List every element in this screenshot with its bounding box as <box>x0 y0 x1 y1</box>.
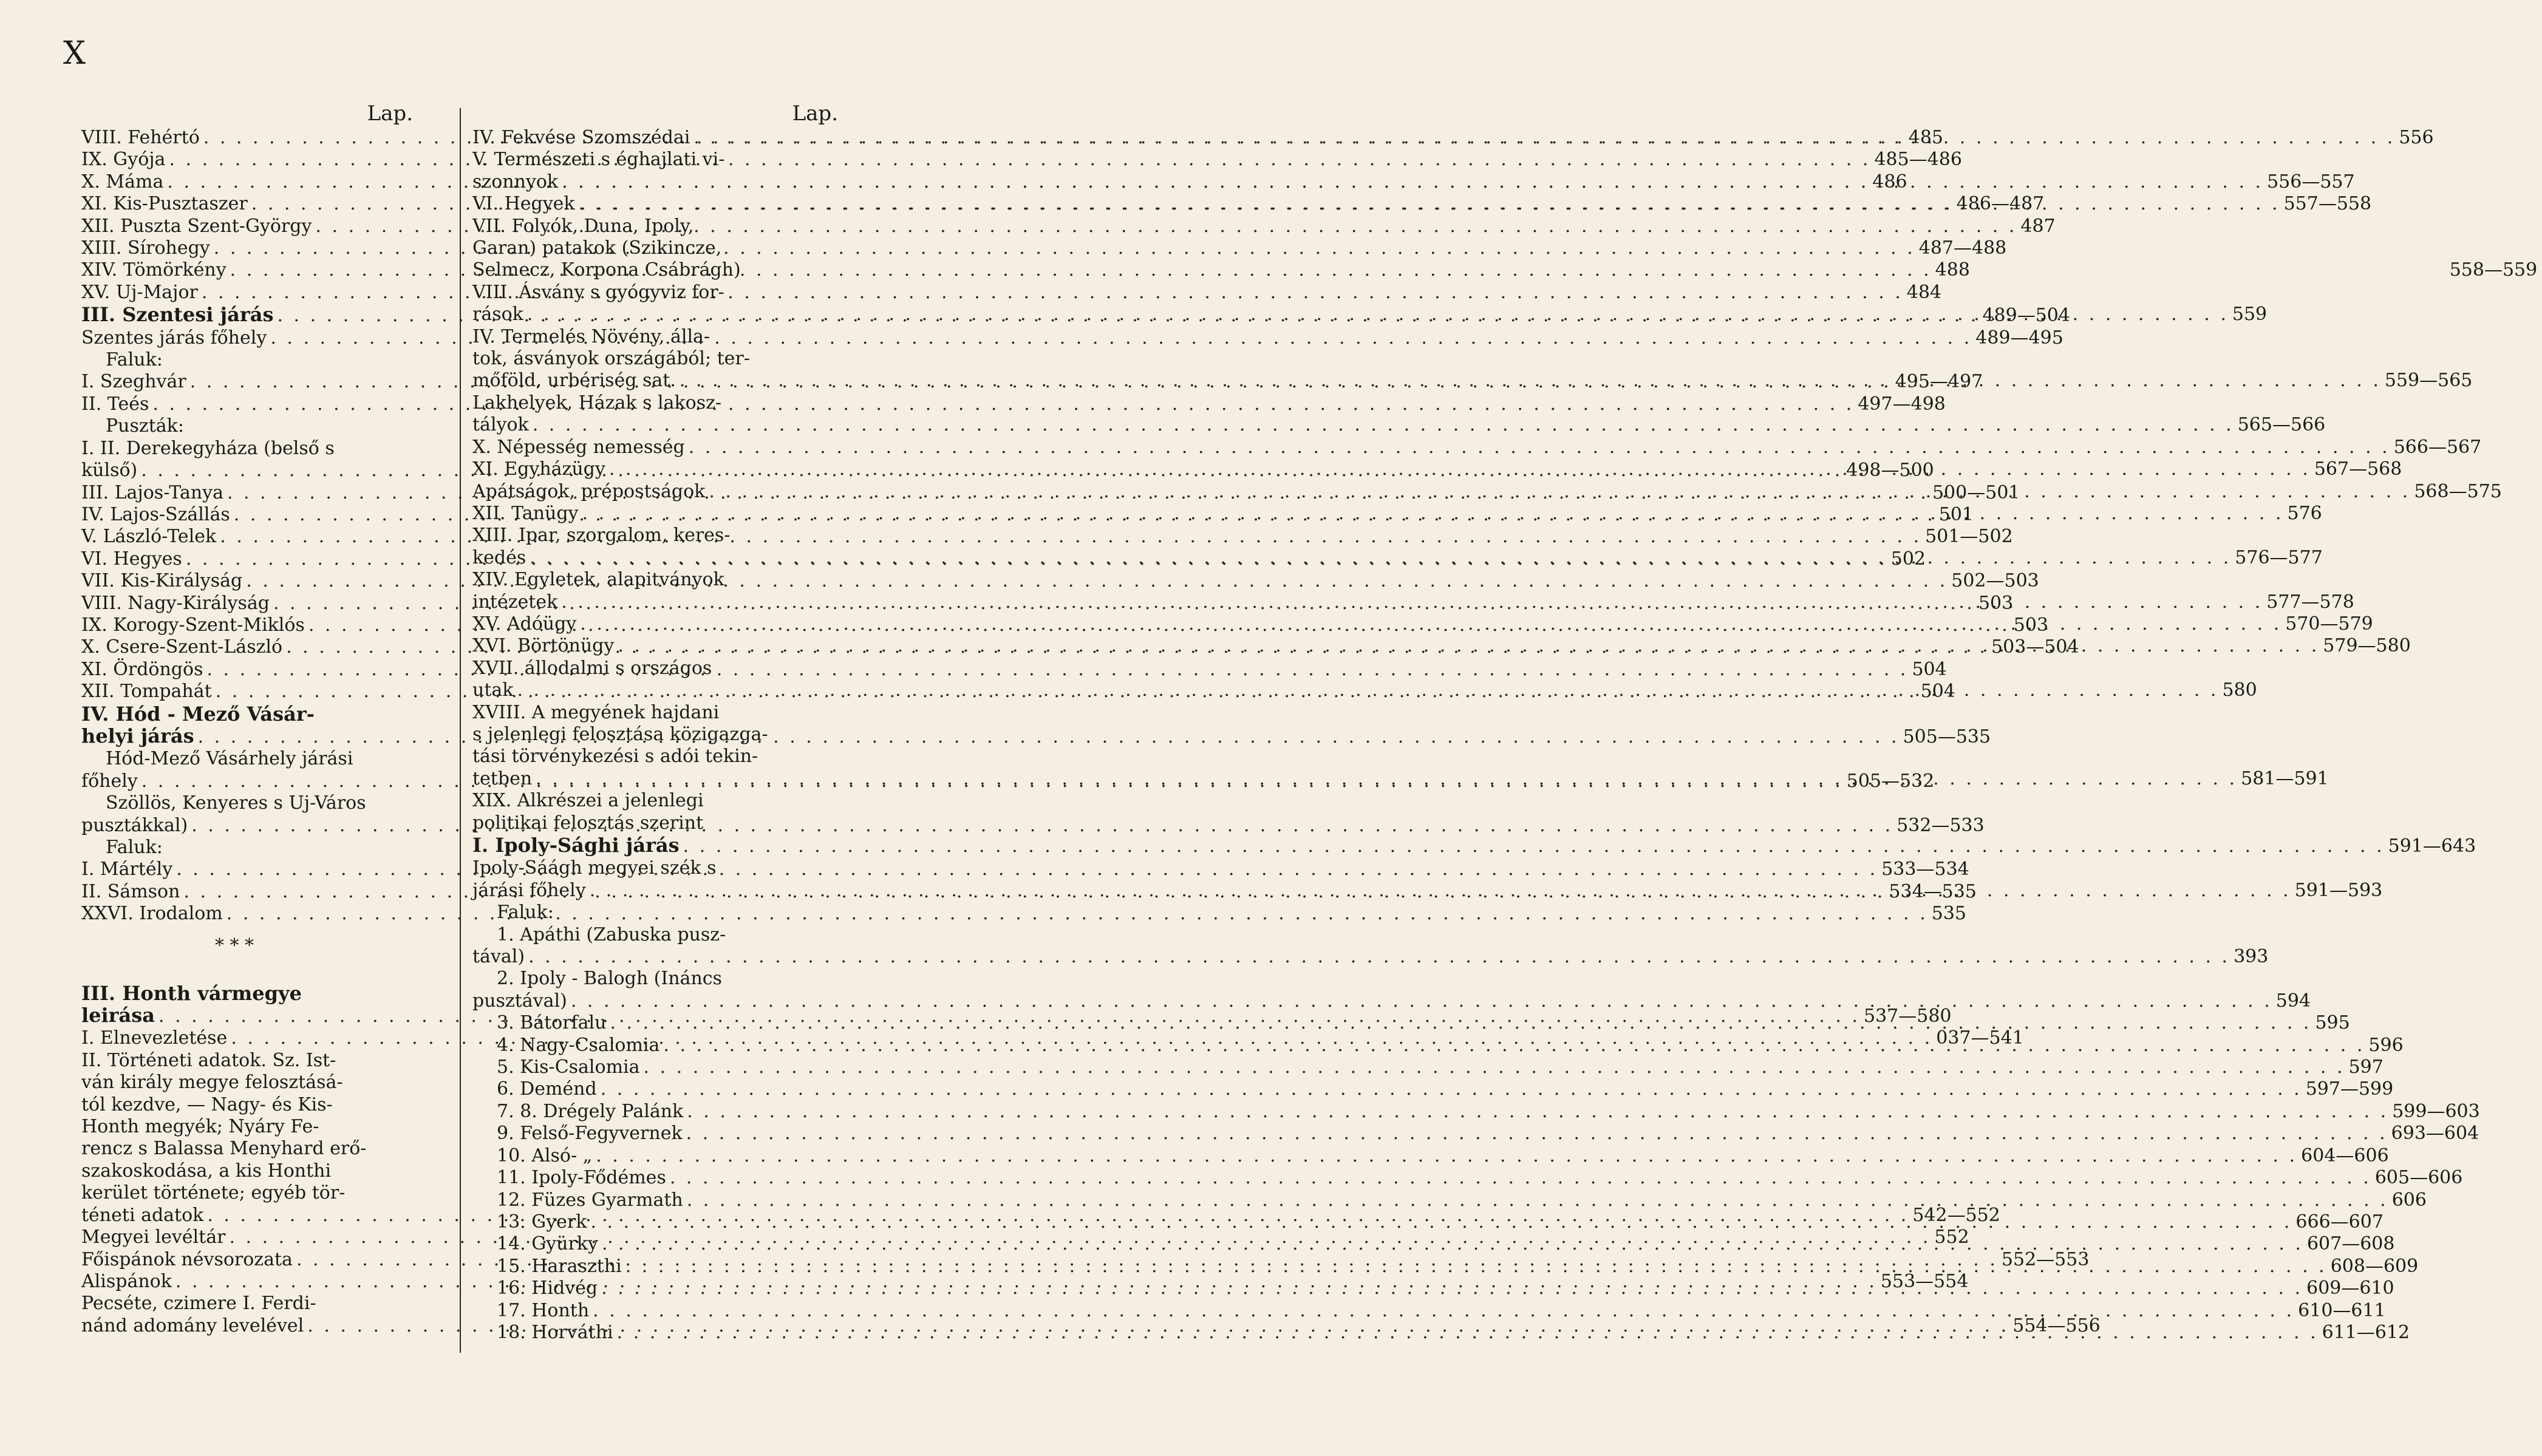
toc-entry: tási törvénykezési s adói tekin- <box>472 746 758 767</box>
entry-title: Főispánok névsorozata <box>81 1248 293 1270</box>
entry-page-number: 500—501 <box>1932 481 2020 503</box>
entry-page-number: 393 <box>2234 946 2269 968</box>
entry-title: XXVI. Irodalom <box>81 903 223 925</box>
entry-title: X. Csere-Szent-László <box>81 636 283 658</box>
dot-leader <box>527 304 2229 325</box>
entry-title: Apátságok, prépostságok <box>472 480 706 502</box>
entry-page-number: 597—599 <box>2305 1078 2394 1100</box>
entry-page-number: 580 <box>2222 679 2257 701</box>
entry-page-number: 503 <box>1978 592 2014 614</box>
dot-leader <box>683 835 2385 857</box>
toc-entry <box>472 946 2269 968</box>
dot-leader <box>536 768 2237 790</box>
entry-page-number: 556 <box>2399 127 2434 148</box>
entry-title: tályok <box>472 414 529 436</box>
entry-title: I. Mártély <box>81 859 173 880</box>
entry-page-number: 595 <box>2315 1012 2350 1034</box>
entry-title: 14. Gyürky <box>497 1233 598 1255</box>
dot-leader <box>590 880 2291 902</box>
entry-title: Megyei levéltár <box>81 1226 226 1248</box>
entry-title: III. Lajos-Tanya <box>81 481 223 503</box>
dot-leader <box>198 723 1900 748</box>
entry-page-number: 498—500 <box>1846 460 1934 481</box>
toc-entry <box>472 1100 2480 1123</box>
dot-leader <box>191 815 1893 837</box>
entry-title: helyi járás <box>81 724 194 747</box>
dot-leader <box>579 193 2280 215</box>
toc-entry: Faluk: <box>106 349 163 371</box>
entry-title: járási főhely <box>472 879 586 901</box>
entry-title: 9. Felső-Fegyvernek <box>497 1123 683 1145</box>
entry-title: Alispánok <box>81 1270 172 1292</box>
toc-entry <box>472 990 2311 1012</box>
toc-entry <box>472 1167 2463 1189</box>
entry-page-number: 609—610 <box>2306 1277 2394 1299</box>
entry-title: 13. Gyerk <box>497 1211 587 1233</box>
entry-title: VI. Hegyek <box>472 193 575 215</box>
entry-page-number: 487—488 <box>1918 237 2007 259</box>
dot-leader <box>618 635 2319 657</box>
entry-title: VI. Hegyes <box>81 548 182 570</box>
entry-page-number: 596 <box>2368 1034 2404 1056</box>
column-divider <box>460 108 461 1353</box>
toc-entry <box>472 1123 2479 1145</box>
dot-leader <box>625 1256 2327 1277</box>
dot-leader <box>590 1211 2292 1233</box>
toc-entry: IV. Termelés Növény, álla- <box>472 325 710 347</box>
entry-page-number: 597 <box>2348 1056 2384 1078</box>
lap-header-left: Lap. <box>367 101 413 126</box>
entry-page-number: 576 <box>2287 502 2322 524</box>
entry-title: Selmecz, Korpona Csábrágh) <box>472 259 741 281</box>
entry-page-number: 488 <box>1935 259 1970 281</box>
entry-title: IV. Lajos-Szállás <box>81 503 230 525</box>
entry-title: 7. 8. Drégely Palánk <box>497 1100 684 1122</box>
toc-entry: Szöllös, Kenyeres s Uj-Város <box>106 792 366 814</box>
entry-title: 12. Füzes Gyarmath <box>497 1189 683 1211</box>
entry-page-number: 579—580 <box>2323 635 2411 657</box>
toc-entry: XIX. Alkrészei a jelenlegi <box>472 790 704 812</box>
toc-entry: III. Honth vármegye <box>81 981 302 1005</box>
entry-page-number: 552—553 <box>2001 1248 2090 1270</box>
dot-leader <box>571 990 2272 1012</box>
entry-title: IX. Korogy-Szent-Miklós <box>81 614 305 636</box>
toc-entry: Faluk: <box>497 902 554 924</box>
entry-page-number: 484 <box>1906 281 1942 303</box>
section-stars: * * * <box>214 934 254 956</box>
entry-page-number: 535 <box>1931 903 1966 925</box>
entry-title: rások <box>472 304 523 325</box>
entry-title: XI. Kis-Pusztaszer <box>81 193 248 215</box>
toc-entry <box>472 1056 2384 1078</box>
entry-page-number: 489—504 <box>1982 305 2070 327</box>
entry-page-number: 037—541 <box>1936 1027 2024 1049</box>
entry-page-number: 591—593 <box>2294 879 2383 901</box>
entry-page-number: 489—495 <box>1975 327 2063 349</box>
entry-page-number: 501—502 <box>1925 526 2013 548</box>
dot-leader <box>609 458 2311 480</box>
entry-page-number: 577—578 <box>2266 591 2354 613</box>
entry-page-number: 576—577 <box>2235 546 2323 568</box>
entry-page-number: 566—567 <box>2393 436 2482 458</box>
entry-title: 5. Kis-Csalomia <box>497 1056 640 1078</box>
entry-title: VIII. Nagy-Királyság <box>81 592 270 614</box>
entry-title: XII. Tanügy <box>472 502 579 524</box>
entry-page-number: 502 <box>1890 548 1926 570</box>
entry-page-number: 497—498 <box>1858 393 1946 415</box>
page-number: X <box>63 35 86 72</box>
entry-page-number: 495—497 <box>1895 371 1983 393</box>
dot-leader <box>206 659 1908 681</box>
toc-entry <box>472 1078 2394 1100</box>
entry-title: tával) <box>472 946 525 968</box>
entry-title: XI. Ördöngös <box>81 658 203 680</box>
entry-page-number: 693—604 <box>2391 1123 2479 1145</box>
entry-page-number: 557—558 <box>2283 193 2372 215</box>
entry-title: XV. Uj-Major <box>81 281 198 303</box>
lap-header-right: Lap. <box>792 101 838 126</box>
entry-page-number: 534—535 <box>1889 880 1977 902</box>
entry-title: I. Elnevezletése <box>81 1027 228 1049</box>
toc-entry: politikai felosztás szerint <box>472 812 704 834</box>
entry-page-number: 604—606 <box>2301 1145 2389 1166</box>
entry-page-number: 554—556 <box>2012 1315 2101 1336</box>
dot-leader <box>602 1233 2303 1255</box>
toc-entry: Hód-Mező Vásárhely járási <box>106 748 353 770</box>
entry-page-number: 558—559 <box>2449 259 2538 281</box>
entry-page-number: 505—535 <box>1903 726 1991 747</box>
dot-leader <box>689 437 2390 458</box>
entry-title: VII. Kis-Királyság <box>81 570 243 592</box>
entry-title: 15. Haraszthi <box>497 1255 622 1277</box>
toc-entry <box>472 436 2482 458</box>
toc-entry <box>472 1145 2389 1167</box>
toc-entry: Ipoly-Sáágh megyei szék s <box>472 857 717 879</box>
entry-title: intézetek <box>472 591 558 613</box>
toc-entry: XVIII. A megyének hajdani <box>472 701 720 723</box>
dot-leader <box>169 149 1870 171</box>
entry-title: IV. Fekvése Szomszédai <box>472 127 690 148</box>
dot-leader <box>561 591 2263 613</box>
entry-title: mőföld, urbériség sat. <box>472 370 676 392</box>
entry-page-number: 594 <box>2275 990 2311 1012</box>
entry-page-number: 504 <box>1920 681 1955 702</box>
entry-title: 16. Hidvég <box>497 1277 598 1299</box>
entry-title: tetben <box>472 767 533 789</box>
entry-page-number: 553—554 <box>1880 1270 1969 1292</box>
dot-leader <box>687 1101 2388 1123</box>
toc-entry: II. Történeti adatok. Sz. Ist- <box>81 1049 336 1071</box>
toc-entry: szakoskodása, a kis Honthi <box>81 1160 332 1182</box>
entry-page-number: 581—591 <box>2241 767 2329 789</box>
toc-entry: 2. Ipoly - Balogh (Ináncs <box>497 968 722 990</box>
entry-title: X. Népesség nemesség <box>472 436 685 458</box>
toc-entry <box>472 1189 2427 1211</box>
dot-leader <box>663 1035 2365 1056</box>
entry-page-number: 591—643 <box>2388 835 2476 857</box>
toc-entry: IV. Hód - Mező Vásár- <box>81 702 315 726</box>
toc-entry: XIII. Ipar, szorgalom, keres- <box>472 525 731 546</box>
entry-title: XVI. Börtönügy <box>472 635 615 657</box>
entry-page-number: 486—487 <box>1956 193 2045 215</box>
toc-entry: ván király megye felosztásá- <box>81 1072 343 1094</box>
toc-entry: Honth megyék; Nyáry Fe- <box>81 1116 319 1138</box>
dot-leader <box>593 1300 2294 1322</box>
entry-title: 6. Deménd <box>497 1078 597 1100</box>
entry-page-number: 486 <box>1872 171 1907 192</box>
toc-entry: XVII. állodalmi s országos <box>472 657 712 679</box>
entry-title: leirása <box>81 1004 155 1027</box>
toc-entry: VIII. Ásvány s gyógyviz for- <box>472 281 724 303</box>
entry-page-number: 487 <box>2020 215 2056 237</box>
entry-title: Szentes járás főhely <box>81 327 267 349</box>
entry-title: utak <box>472 679 514 701</box>
toc-entry: V. Természeti s éghajlati vi- <box>472 149 725 171</box>
toc-entry <box>472 1299 2386 1322</box>
entry-page-number: 568—575 <box>2414 480 2502 502</box>
entry-page-number: 608—609 <box>2330 1255 2419 1277</box>
entry-page-number: 610—611 <box>2298 1299 2386 1321</box>
entry-title: II. Teés <box>81 393 149 415</box>
entry-page-number: 605—606 <box>2374 1167 2463 1189</box>
dot-leader <box>680 370 2381 392</box>
entry-title: 18. Horváthi <box>497 1321 613 1343</box>
entry-title: szonnyok <box>472 171 559 192</box>
entry-title: X. Máma <box>81 171 164 192</box>
entry-page-number: 666—607 <box>2295 1211 2384 1233</box>
entry-title: kedés <box>472 546 526 568</box>
entry-title: I. Ipoly-Sághi járás <box>472 834 680 857</box>
dot-leader <box>693 127 2395 149</box>
dot-leader <box>562 171 2263 193</box>
entry-page-number: 556—557 <box>2267 171 2355 192</box>
toc-entry: s jelenlegi felosztása közigazga- <box>472 723 768 745</box>
entry-title: I. Szeghvár <box>81 371 186 393</box>
entry-page-number: 503 <box>2013 614 2049 636</box>
entry-page-number: 552 <box>1934 1226 1969 1248</box>
dot-leader <box>176 859 1878 880</box>
entry-page-number: 533—534 <box>1881 859 1969 880</box>
entry-title: 4. Nagy-Csalomia <box>497 1034 660 1056</box>
entry-page-number: 607—608 <box>2306 1233 2395 1255</box>
entry-page-number: 559 <box>2232 304 2268 325</box>
entry-title: XV. Adóügy <box>472 613 577 634</box>
entry-page-number: 606 <box>2391 1189 2427 1211</box>
toc-entry <box>472 834 2476 857</box>
toc-entry: kerület története; egyéb tör- <box>81 1182 346 1204</box>
dot-leader <box>202 282 1903 304</box>
entry-page-number: 565—566 <box>2237 414 2326 436</box>
toc-entry: Puszták: <box>106 415 184 437</box>
entry-page-number: 504 <box>1912 658 1947 680</box>
entry-page-number: 503—504 <box>1991 636 2079 658</box>
entry-title: téneti adatok <box>81 1204 204 1226</box>
toc-entry <box>472 414 2326 436</box>
dot-leader <box>601 1078 2302 1100</box>
dot-leader <box>617 1322 2319 1344</box>
toc-entry: tól kezdve, — Nagy- és Kis- <box>81 1094 333 1115</box>
entry-page-number: 559—565 <box>2384 370 2473 392</box>
dot-leader <box>686 1123 2388 1145</box>
entry-page-number: 537—580 <box>1864 1005 1952 1027</box>
entry-page-number: 611—612 <box>2322 1321 2410 1343</box>
entry-title: pusztával) <box>472 990 567 1012</box>
entry-title: 11. Ipoly-Fődémes <box>497 1167 666 1189</box>
dot-leader <box>610 1012 2311 1034</box>
entry-title: V. László-Telek <box>81 526 217 548</box>
dot-leader <box>214 237 1915 259</box>
entry-title: 17. Honth <box>497 1299 590 1321</box>
toc-entry: rencz s Balassa Menyhard erő- <box>81 1138 367 1160</box>
dot-leader <box>530 547 2231 569</box>
entry-page-number: 502—503 <box>1951 570 2039 592</box>
entry-title: XIII. Sírohegy <box>81 237 210 259</box>
entry-title: pusztákkal) <box>81 814 188 836</box>
entry-page-number: 570—579 <box>2285 613 2373 634</box>
entry-page-number: 567—568 <box>2314 458 2402 480</box>
entry-page-number: 542—552 <box>1912 1204 2000 1226</box>
entry-title: III. Szentesi járás <box>81 303 274 327</box>
entry-title: VIII. Fehértó <box>81 127 200 148</box>
toc-entry: 1. Apáthi (Zabuska pusz- <box>497 924 726 945</box>
entry-title: XII. Puszta Szent-György <box>81 215 312 237</box>
entry-title: II. Sámson <box>81 880 180 902</box>
dot-leader <box>596 1145 2297 1167</box>
toc-entry: tok, ásványok országából; ter- <box>472 348 750 370</box>
entry-page-number: 501 <box>1938 503 1974 525</box>
toc-entry: I. II. Derekegyháza (belső s <box>81 437 335 459</box>
toc-entry: VII. Folyók, Duna, Ipoly, <box>472 215 694 237</box>
entry-title: külső) <box>81 460 138 481</box>
entry-title: 3. Bátorfalu <box>497 1012 607 1034</box>
entry-page-number: 505—532 <box>1846 770 1935 792</box>
entry-page-number: 532—533 <box>1896 814 1985 836</box>
dot-leader <box>582 503 2284 525</box>
entry-page-number: 485—486 <box>1874 149 1962 171</box>
toc-entry: Garan) patakok (Szikincze, <box>472 237 722 259</box>
entry-title: XI. Egyházügy <box>472 458 605 480</box>
dot-leader <box>644 1056 2345 1078</box>
toc-entry: Lakhelyek, Házak s lakosz- <box>472 392 722 413</box>
dot-leader <box>601 1277 2303 1299</box>
dot-leader <box>580 613 2281 635</box>
toc-entry: Faluk: <box>106 837 163 858</box>
dot-leader <box>528 946 2230 968</box>
dot-leader <box>517 679 2218 701</box>
toc-entry: Pecséte, czimere I. Ferdi- <box>81 1293 316 1315</box>
dot-leader <box>533 414 2234 436</box>
dot-leader <box>687 1189 2388 1211</box>
entry-page-number: 599—603 <box>2392 1100 2480 1122</box>
dot-leader <box>709 481 2410 503</box>
entry-title: IX. Gyója <box>81 149 166 171</box>
entry-title: XII. Tompahát <box>81 681 212 702</box>
entry-title: XIV. Tömörkény <box>81 259 227 281</box>
toc-entry: XIV. Egyletek, alapitványok <box>472 569 724 591</box>
entry-title: nánd adomány levelével <box>81 1315 304 1336</box>
dot-leader <box>670 1167 2371 1189</box>
entry-title: főhely <box>81 770 138 792</box>
dot-leader <box>152 393 1854 415</box>
entry-title: 10. Alsó- „ <box>497 1145 593 1166</box>
entry-page-number: 485 <box>1908 127 1944 148</box>
